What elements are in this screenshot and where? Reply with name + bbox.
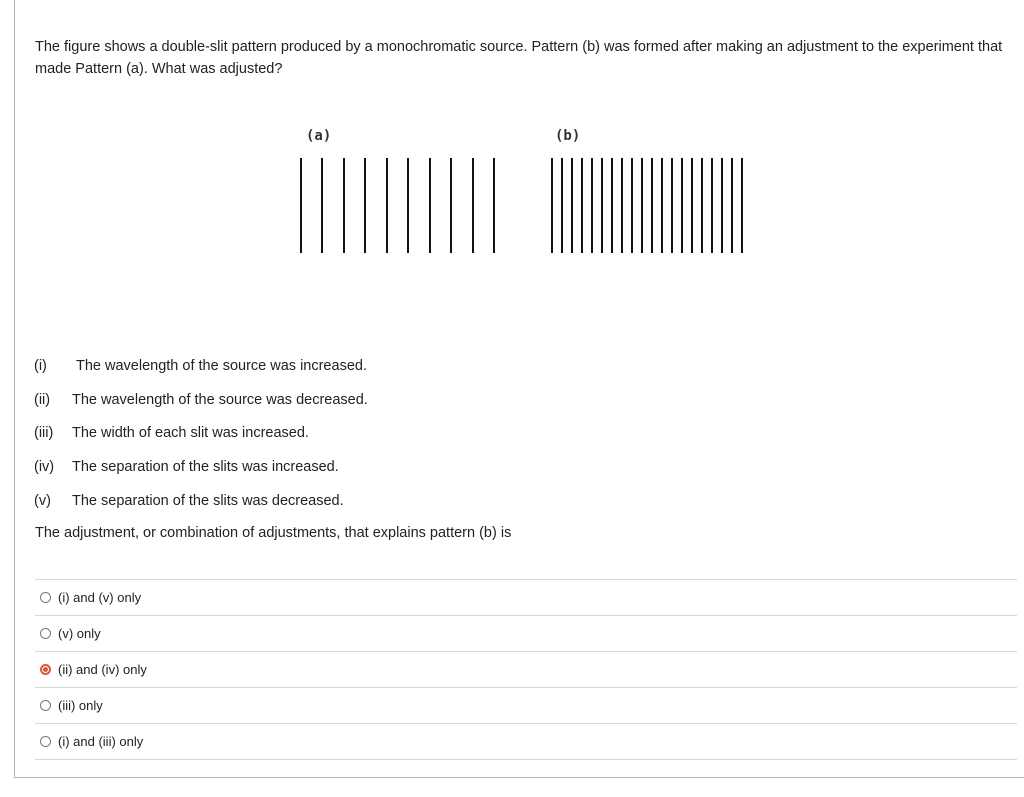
pattern-a-fringe <box>407 158 409 253</box>
statement-text: The separation of the slits was increased. <box>72 459 339 475</box>
statement-text: The wavelength of the source was increased. <box>76 358 367 374</box>
pattern-a-fringe <box>386 158 388 253</box>
answer-label: (v) only <box>58 626 101 641</box>
statement-text: The width of each slit was increased. <box>72 425 309 441</box>
pattern-a-fringe <box>364 158 366 253</box>
radio-button[interactable] <box>40 700 51 711</box>
radio-button[interactable] <box>40 628 51 639</box>
pattern-b-fringe <box>701 158 703 253</box>
pattern-a-fringe <box>321 158 323 253</box>
pattern-a-fringe <box>300 158 302 253</box>
statement-number: (v) <box>34 493 51 509</box>
answer-label: (i) and (iii) only <box>58 734 144 749</box>
pattern-a-fringe <box>450 158 452 253</box>
answer-option-1[interactable] <box>35 580 1017 616</box>
answer-label: (ii) and (iv) only <box>58 662 147 677</box>
pattern-b-fringe <box>611 158 613 253</box>
answer-option-2[interactable] <box>35 616 1017 652</box>
pattern-b-fringe <box>711 158 713 253</box>
pattern-b-fringe <box>721 158 723 253</box>
pattern-b-fringe <box>561 158 563 253</box>
statement-text: The separation of the slits was decreased. <box>72 493 344 509</box>
pattern-b-fringe <box>571 158 573 253</box>
pattern-b-fringe <box>671 158 673 253</box>
pattern-b-label: (b) <box>555 128 581 144</box>
answer-option-3[interactable] <box>35 652 1017 688</box>
pattern-b-fringe <box>621 158 623 253</box>
question-text: The figure shows a double-slit pattern produced by a monochromatic source. Pattern (b) was formed after making an adjustment to the experiment that made Pattern (a). What was adjusted? <box>35 39 1003 77</box>
answer-option-5[interactable] <box>35 724 1017 760</box>
pattern-b-fringe <box>591 158 593 253</box>
answer-choices <box>35 579 1017 760</box>
pattern-b-fringe <box>741 158 743 253</box>
answer-option-4[interactable] <box>35 688 1017 724</box>
answer-label: (i) and (v) only <box>58 590 142 605</box>
pattern-a-fringe <box>493 158 495 253</box>
statement-text: The wavelength of the source was decreased. <box>72 392 368 408</box>
radio-button[interactable] <box>40 736 51 747</box>
pattern-b-fringe <box>581 158 583 253</box>
pattern-a-fringe <box>429 158 431 253</box>
pattern-b-fringe <box>691 158 693 253</box>
pattern-a-label: (a) <box>306 128 332 144</box>
pattern-a-fringe <box>343 158 345 253</box>
pattern-b-fringe <box>641 158 643 253</box>
pattern-b-fringe <box>661 158 663 253</box>
pattern-b-fringe <box>681 158 683 253</box>
radio-button[interactable] <box>40 592 51 603</box>
statement-number: (i) <box>34 358 47 374</box>
statement-number: (ii) <box>34 392 51 408</box>
question-panel <box>14 0 1024 778</box>
pattern-b-fringe <box>631 158 633 253</box>
pattern-b-fringe <box>551 158 553 253</box>
statement-number: (iii) <box>34 425 54 441</box>
answer-prompt: The adjustment, or combination of adjustments, that explains pattern (b) is <box>35 525 512 541</box>
statement-number: (iv) <box>34 459 55 475</box>
answer-label: (iii) only <box>58 698 103 713</box>
pattern-a-fringe <box>472 158 474 253</box>
pattern-b-fringe <box>601 158 603 253</box>
pattern-b-fringe <box>651 158 653 253</box>
pattern-b-fringe <box>731 158 733 253</box>
radio-button[interactable] <box>40 664 51 675</box>
